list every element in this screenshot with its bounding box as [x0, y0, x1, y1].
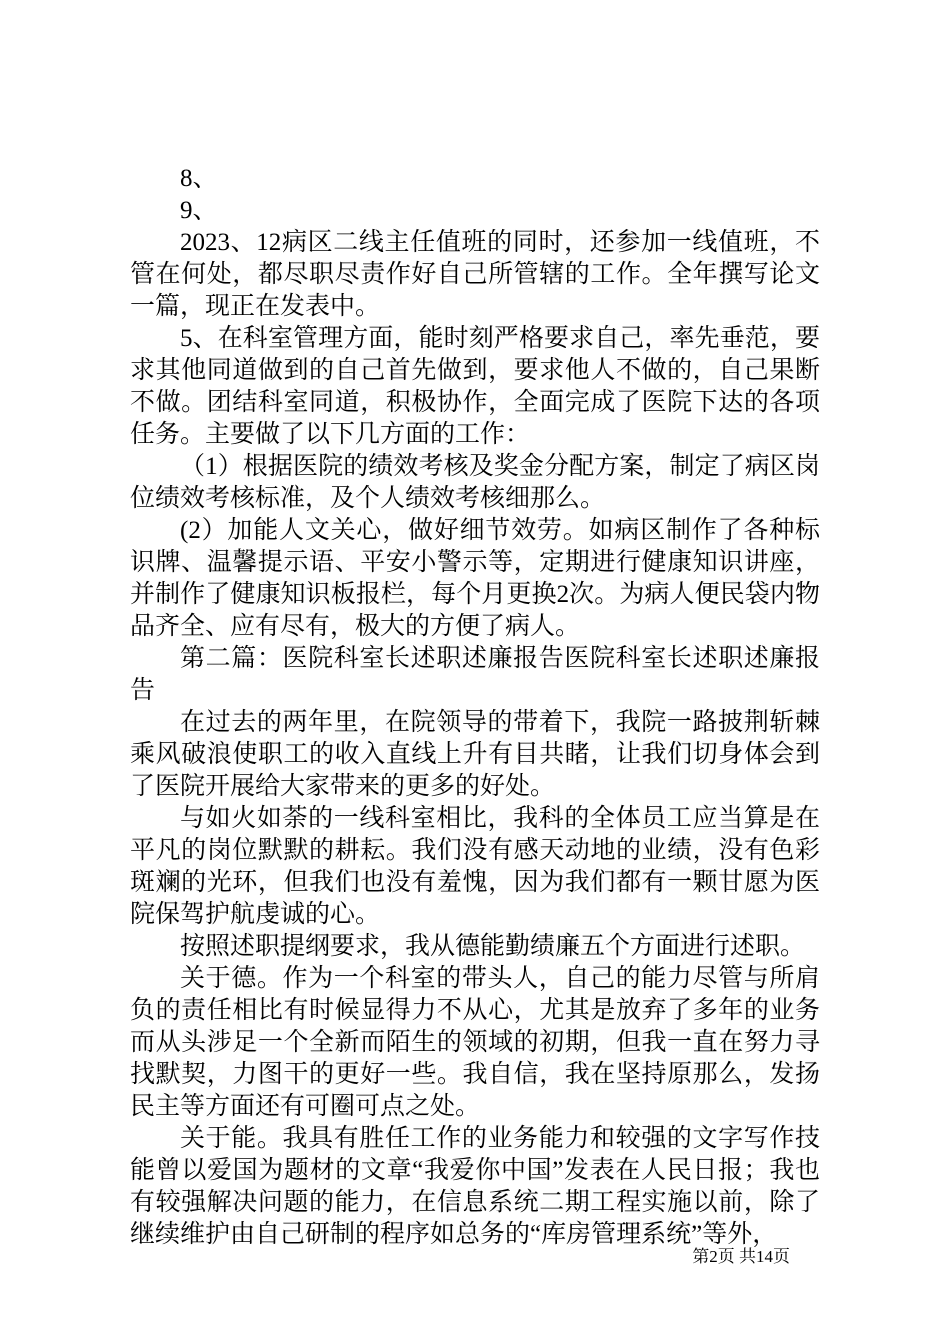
paragraph: 与如火如荼的一线科室相比，我科的全体员工应当算是在平凡的岗位默默的耕耘。我们没有感天动地的业绩，没有色彩斑斓的光环，但我们也没有羞愧，因为我们都有一颗甘愿为医院保驾护航虔诚的心。 — [130, 805, 820, 928]
paragraph: 关于德。作为一个科室的带头人，自己的能力尽管与所肩负的责任相比有时候显得力不从心，尤其是放弃了多年的业务而从头涉足一个全新而陌生的领域的初期，但我一直在努力寻找默契，力图干的更好一些。我自信，我在坚持原那么，发扬民主等方面还有可圈可点之处。 — [130, 965, 820, 1120]
paragraph: （1）根据医院的绩效考核及奖金分配方案，制定了病区岗位绩效考核标准，及个人绩效考核细那么。 — [130, 453, 820, 512]
page-number-footer: 第2页 共14页 — [692, 1247, 790, 1266]
paragraph: (2）加能人文关心，做好细节效劳。如病区制作了各种标识牌、温馨提示语、平安小警示等，定期进行健康知识讲座，并制作了健康知识板报栏，每个月更换2次。为病人便民袋内物品齐全、应有尽有，极大的方便了病人。 — [130, 517, 820, 640]
paragraph: 第二篇：医院科室长述职述廉报告医院科室长述职述廉报告 — [130, 645, 820, 704]
paragraph: 按照述职提纲要求，我从德能勤绩廉五个方面进行述职。 — [180, 933, 806, 960]
paragraph: 关于能。我具有胜任工作的业务能力和较强的文字写作技能曾以爱国为题材的文章“我爱你中国”发表在人民日报；我也有较强解决问题的能力，在信息系统二期工程实施以前，除了继续维护由自己研制的程序如总务的“库房管理系统”等外， — [130, 1125, 820, 1248]
paragraph: 5、在科室管理方面，能时刻严格要求自己，率先垂范，要求其他同道做到的自己首先做到，要求他人不做的，自己果断不做。团结科室同道，积极协作，全面完成了医院下达的各项任务。主要做了以下几方面的工作： — [130, 325, 820, 448]
paragraph: 9、 — [180, 197, 218, 224]
paragraph: 2023、12病区二线主任值班的同时，还参加一线值班，不管在何处，都尽职尽责作好自己所管辖的工作。全年撰写论文一篇，现正在发表中。 — [130, 229, 820, 320]
paragraph: 8、 — [180, 165, 218, 192]
paragraph: 在过去的两年里，在院领导的带着下，我院一路披荆斩棘乘风破浪使职工的收入直线上升有目共睹，让我们切身体会到了医院开展给大家带来的更多的好处。 — [130, 709, 820, 800]
document-body — [130, 163, 820, 1251]
